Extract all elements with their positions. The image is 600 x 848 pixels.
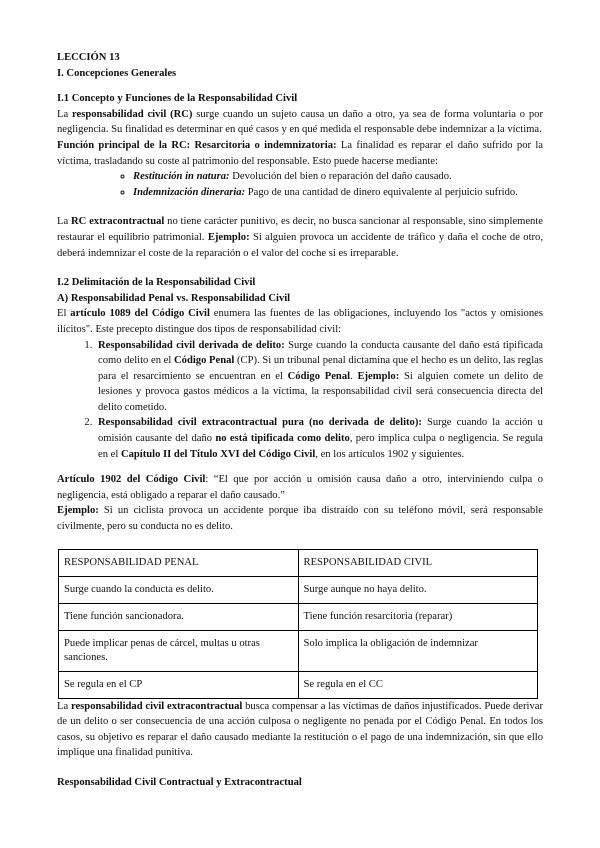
table-row [59, 576, 538, 603]
table-header-cell: RESPONSABILIDAD PENAL [59, 549, 299, 576]
table-cell: Se regula en el CC [298, 671, 538, 698]
paragraph: Ejemplo: Si un ciclista provoca un accidente porque iba distraído con su teléfono móvil, será responsable civilmente, pero su conducta no es delito. [57, 505, 543, 533]
paragraph: La responsabilidad civil (RC) surge cuando un sujeto causa un daño a otro, ya sea de forma voluntaria o por negligencia. Su finalidad es determinar en qué casos y en qué medida el responsable debe indemnizar a la víctima. [57, 108, 544, 136]
paragraph: La responsabilidad civil extracontractual busca compensar a las víctimas de daños injustificados. Puede derivar de un delito o ser consecuencia de una acción culposa o negligente no penada por el Código Penal. En todos los casos, su objetivo es reparar el daño causado mediante la restitución o el pago de una indemnización, sin que ello implique una finalidad punitiva. [57, 700, 543, 759]
table-cell: Surge cuando la conducta es delito. [59, 576, 299, 603]
table-cell: Se regula en el CP [59, 671, 299, 698]
lesson-title: LECCIÓN 13 [57, 52, 120, 63]
subsection-heading: A) Responsabilidad Penal vs. Responsabilidad Civil [57, 292, 291, 304]
list-item: ◦ Indemnización dineraria: Pago de una cantidad de dinero equivalente al perjuicio sufrido. [133, 185, 543, 201]
subsection-heading: I.1 Concepto y Funciones de la Responsabilidad Civil [57, 93, 298, 105]
table-row [59, 630, 538, 671]
paragraph: Artículo 1902 del Código Civil: “El que por acción u omisión causa daño a otro, interviniendo culpa o negligencia, está obligado a reparar el daño causado.” [57, 474, 543, 501]
table-row [59, 603, 538, 630]
paragraph: Función principal de la RC: Resarcitoria o indemnizatoria: La finalidad es reparar el daño sufrido por la víctima, trasladando su coste al patrimonio del responsable. Esto puede hacerse mediante: [57, 139, 543, 167]
subsection-heading: Responsabilidad Civil Contractual y Extracontractual [57, 777, 302, 788]
table-row [59, 671, 538, 698]
list-item: ◦ Restitución in natura: Devolución del bien o reparación del daño causado. [133, 169, 543, 185]
table-cell: Tiene función resarcitoria (reparar) [298, 603, 538, 630]
document-body [57, 50, 543, 791]
table-cell: Solo implica la obligación de indemnizar [298, 630, 538, 671]
list-item: 2. Responsabilidad civil extracontractual pura (no derivada de delito): Surge cuando la acción u omisión causante del daño no está tipificada como delito, pero implica culpa o negligencia. Se regula en el Capítulo II del Título XVI del Código Civil, en los artículos 1902 y siguientes. [95, 415, 543, 462]
paragraph: El artículo 1089 del Código Civil enumera las fuentes de las obligaciones, incluyendo los "actos y omisiones ilícitos". Este precepto distingue dos tipos de responsabilidad civil: [57, 308, 543, 335]
table-cell: Tiene función sancionadora. [59, 603, 299, 630]
table-header-cell: RESPONSABILIDAD CIVIL [298, 549, 538, 576]
table-cell: Surge aunque no haya delito. [298, 576, 538, 603]
section-heading: I. Concepciones Generales [57, 67, 177, 79]
table-cell: Puede implicar penas de cárcel, multas u otras sanciones. [59, 630, 299, 671]
list-item: 1. Responsabilidad civil derivada de delito: Surge cuando la conducta causante del daño está tipificada como delito en el Código Penal (CP). Si un tribunal penal dictamina que el hecho es un delito, las reglas para el resarcimiento se encuentran en el Código Penal. Ejemplo: Si alguien comete un delito de lesiones y provoca gastos médicos a la víctima, la responsabilidad civil será consecuencia directa del delito cometido. [95, 338, 543, 416]
bullet-list [57, 169, 543, 200]
subsection-heading: I.2 Delimitación de la Responsabilidad Civil [57, 277, 256, 289]
table-header-row [59, 549, 538, 576]
comparison-table [58, 549, 538, 699]
paragraph: La RC extracontractual no tiene carácter punitivo, es decir, no busca sancionar al responsable, sino simplemente restaurar el equilibrio patrimonial. Ejemplo: Si alguien provoca un accidente de tráfico y daña el coche de otro, deberá indemnizar el coste de la reparación o el valor del coche si es irreparable. [57, 216, 543, 259]
numbered-list [57, 338, 543, 463]
